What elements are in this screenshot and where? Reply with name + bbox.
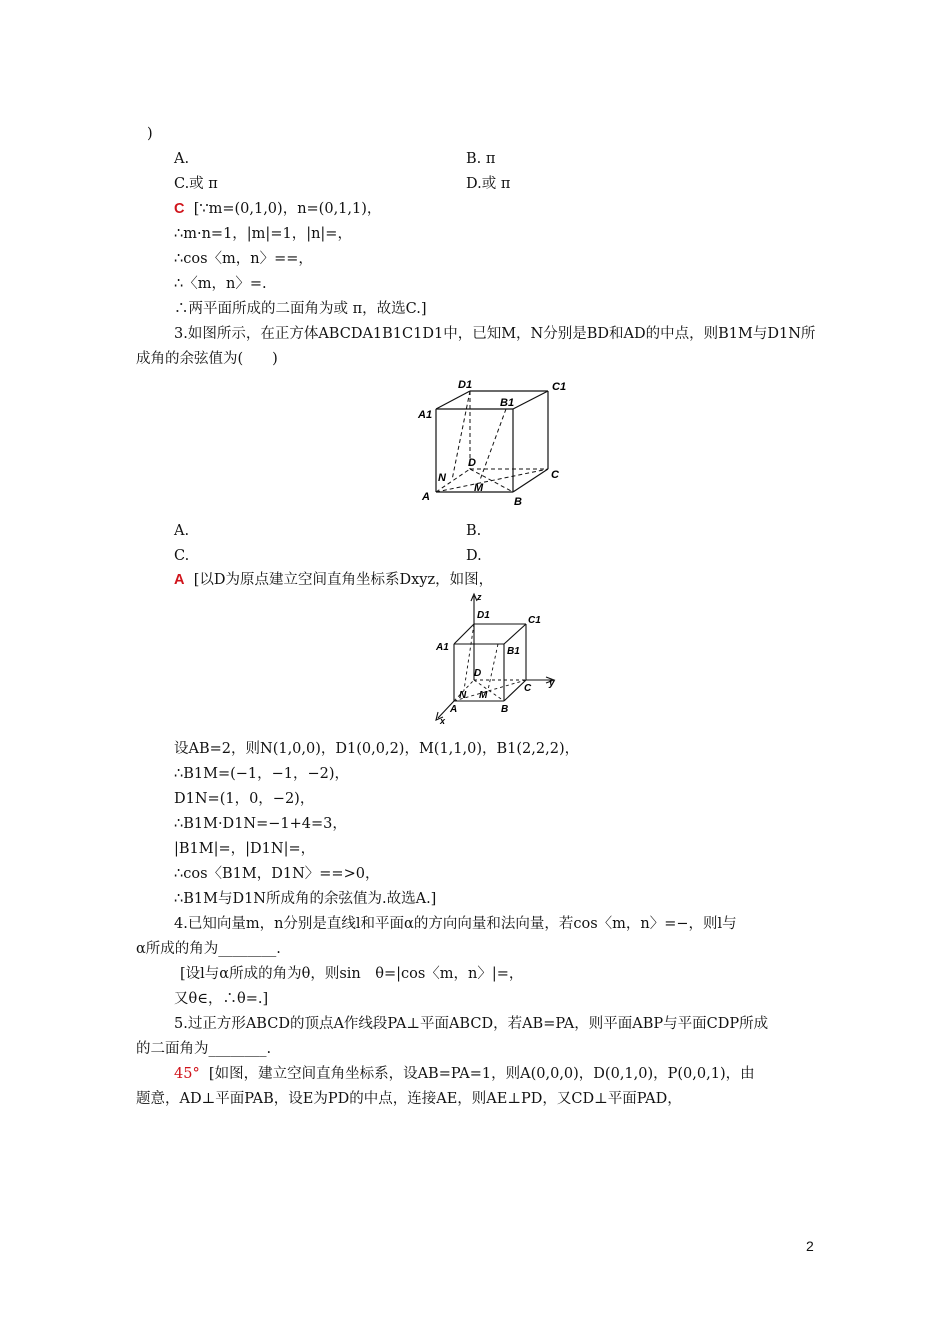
q5-stem-line-1: 5.过正方形ABCD的顶点A作线段PA⊥平面ABCD，若AB=PA，则平面ABP与平面CDP所成 (174, 1016, 769, 1032)
q3-solution-line-4: ∴B1M·D1N=−1+4=3， (174, 816, 347, 832)
q4-stem-line-2: α所成的角为________. (136, 941, 281, 957)
q4-solution-line-1: [设l与α所成的角为θ，则sin θ=|cos〈m，n〉|=， (180, 966, 524, 982)
fig1-label-c1: C1 (552, 381, 567, 393)
q2-option-b: B. π (466, 151, 496, 167)
q2-solution-line-5: ∴两平面所成的二面角为或 π，故选C.] (174, 301, 427, 317)
q4-stem-line-1: 4.已知向量m，n分别是直线l和平面α的方向向量和法向量，若cos〈m，n〉=−，则l与 (174, 916, 737, 932)
q5-sol1-text: [如图，建立空间直角坐标系，设AB=PA=1，则A(0,0,0)，D(0,1,0)，P(0,0,1)，由 (208, 1066, 755, 1082)
q5-answer: 45° (174, 1066, 200, 1082)
fig1-label-a: A (422, 491, 430, 503)
q3-stem-line-2: 成角的余弦值为( ) (136, 351, 278, 367)
q2-solution-line-2: ∴m·n=1，|m|=1，|n|=， (174, 226, 352, 242)
q2-solution-line-4: ∴〈m，n〉=. (174, 276, 267, 292)
q3-option-a: A. (174, 523, 190, 539)
q3-answer: A (174, 572, 185, 588)
q3-solution-line-5: |B1M|=，|D1N|=， (174, 841, 316, 857)
fig1-label-b1: B1 (500, 397, 515, 409)
q2-solution-line-1 (174, 199, 381, 219)
fig2-label-c1: C1 (528, 615, 541, 626)
fig2-label-m: M (479, 690, 488, 701)
fig2-label-a1: A1 (436, 642, 449, 653)
q3-cube-figure (414, 376, 574, 510)
q3-solution-line-7: ∴B1M与D1N所成角的余弦值为.故选A.] (174, 891, 437, 907)
fig1-label-c: C (551, 469, 559, 481)
fig2-label-b: B (501, 704, 509, 715)
q3-stem-line-1: 3.如图所示，在正方体ABCDA1B1C1D1中，已知M，N分别是BD和AD的中点，则B1M与D1N所 (174, 326, 816, 342)
q2-option-c: C.或 π (174, 176, 218, 192)
fig2-label-a: A (450, 704, 458, 715)
q2-solution-line-3: ∴cos〈m，n〉==， (174, 251, 313, 267)
fig1-label-a1: A1 (418, 409, 433, 421)
q5-solution-line-2: 题意，AD⊥平面PAB，设E为PD的中点，连接AE，则AE⊥PD，又CD⊥平面PAD， (136, 1091, 682, 1107)
q2-answer: C (174, 201, 185, 217)
q5-solution-line-1 (174, 1064, 755, 1084)
fig2-label-z: z (477, 592, 482, 602)
fig1-label-m: M (474, 482, 484, 494)
q3-solution-line-6: ∴cos〈B1M，D1N〉==>0， (174, 866, 380, 882)
fig2-label-d1: D1 (477, 610, 490, 621)
q2-option-d: D.或 π (466, 176, 511, 192)
fig2-label-b1: B1 (507, 646, 520, 657)
page-number: 2 (806, 1238, 814, 1254)
fig2-label-d: D (474, 668, 482, 679)
fig1-label-d1: D1 (458, 379, 473, 391)
q3-solution-line-2: ∴B1M=(−1，−1，−2)， (174, 766, 350, 782)
q3-sol-intro-text: [以D为原点建立空间直角坐标系Dxyz，如图， (193, 572, 494, 588)
q3-solution-line-3: D1N=(1，0，−2)， (174, 791, 315, 807)
q2-option-a: A. (174, 151, 190, 167)
q3-coordinate-figure (428, 590, 564, 726)
fig2-label-y: y (549, 678, 555, 689)
fig1-label-n: N (438, 472, 446, 484)
q3-option-c: C. (174, 548, 190, 564)
q4-solution-line-2: 又θ∈，∴θ=.] (174, 991, 269, 1007)
q3-option-d: D. (466, 548, 482, 564)
fig2-label-c: C (524, 683, 532, 694)
q5-stem-line-2: 的二面角为________. (136, 1041, 272, 1057)
q3-option-b: B. (466, 523, 482, 539)
fig2-label-x: x (440, 716, 446, 726)
fig1-label-b: B (514, 496, 522, 508)
q3-solution-line-1: 设AB=2，则N(1,0,0)，D1(0,0,2)，M(1,1,0)，B1(2,2,2)， (174, 741, 580, 757)
q2-sol1-text: [∵m=(0,1,0)，n=(0,1,1)， (193, 201, 382, 217)
q2-close-paren: ) (147, 126, 153, 142)
fig1-label-d: D (468, 457, 476, 469)
fig2-label-n: N (459, 690, 467, 701)
q3-solution-intro (174, 570, 493, 590)
